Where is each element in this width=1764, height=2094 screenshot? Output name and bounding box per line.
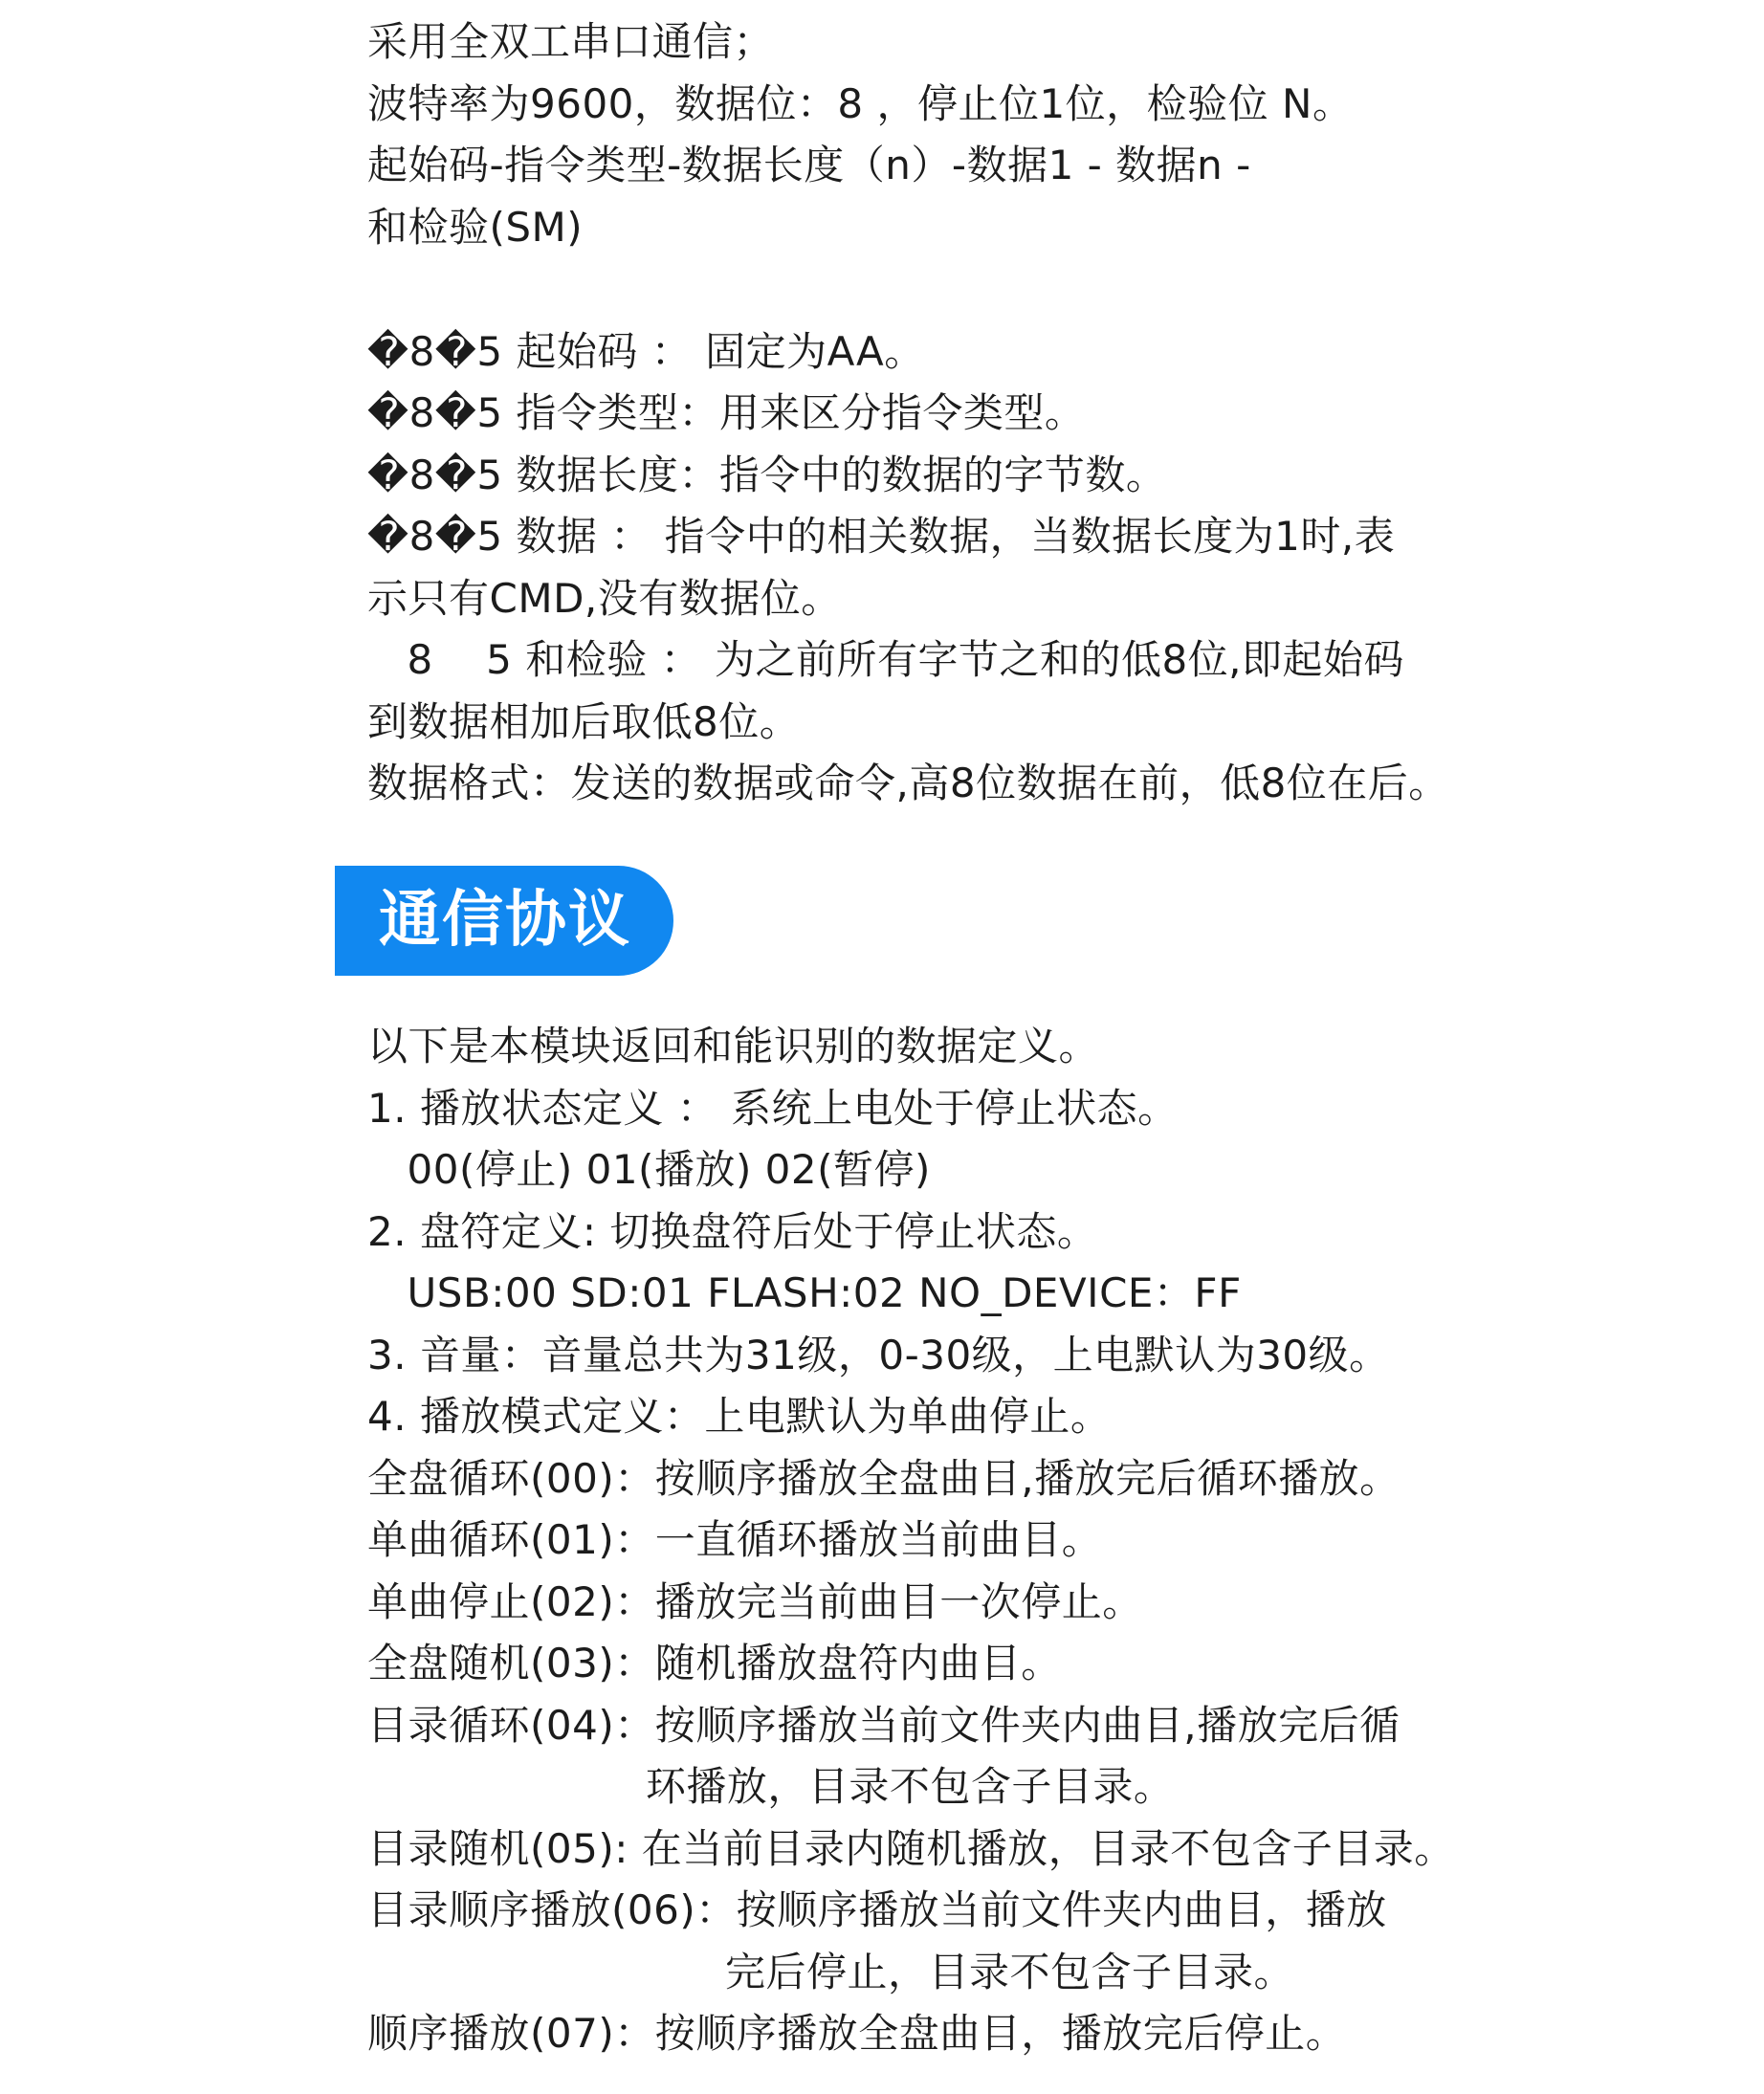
mode-00: 全盘循环(00)：按顺序播放全盘曲目,播放完后循环播放。 [367,1455,1400,1502]
mode-05: 目录随机(05): 在当前目录内随机播放，目录不包含子目录。 [367,1825,1455,1872]
mode-06: 目录顺序播放(06)：按顺序播放当前文件夹内曲目，播放 [367,1886,1387,1933]
field-data: �8�5 数据 ： 指令中的相关数据，当数据长度为1时,表 [367,513,1396,560]
intro-line-1: 采用全双工串口通信； [367,18,775,65]
field-data-format: 数据格式：发送的数据或命令,高8位数据在前，低8位在后。 [367,760,1449,806]
mode-07: 顺序播放(07)：按顺序播放全盘曲目，播放完后停止。 [367,2010,1347,2057]
section-banner [335,866,673,976]
intro-line-2: 波特率为9600，数据位：8 ，停止位1位，检验位 N。 [367,80,1354,127]
section-title: 通信协议 [379,885,631,956]
protocol-play-state: 1. 播放状态定义 ： 系统上电处于停止状态。 [367,1085,1179,1132]
field-data-length: �8�5 数据长度：指令中的数据的字节数。 [367,452,1167,498]
protocol-intro: 以下是本模块返回和能识别的数据定义。 [367,1023,1100,1069]
intro-line-4: 和检验(SM) [367,204,584,251]
field-data-cont: 示只有CMD,没有数据位。 [367,575,842,622]
protocol-volume: 3. 音量：音量总共为31级，0-30级，上电默认为30级。 [367,1332,1390,1378]
mode-04: 目录循环(04)：按顺序播放当前文件夹内曲目,播放完后循 [367,1702,1400,1749]
mode-06-cont: 完后停止，目录不包含子目录。 [367,1949,1294,1995]
mode-01: 单曲循环(01)：一直循环播放当前曲目。 [367,1516,1103,1563]
mode-04-cont: 环播放，目录不包含子目录。 [367,1763,1175,1810]
protocol-play-state-values: 00(停止) 01(播放) 02(暂停) [367,1146,931,1193]
field-checksum-cont: 到数据相加后取低8位。 [367,698,801,745]
mode-03: 全盘随机(03)：随机播放盘符内曲目。 [367,1640,1062,1686]
field-checksum: 8 5 和检验 ： 为之前所有字节之和的低8位,即起始码 [367,636,1405,683]
protocol-play-mode: 4. 播放模式定义：上电默认为单曲停止。 [367,1393,1112,1440]
field-command-type: �8�5 指令类型：用来区分指令类型。 [367,389,1086,436]
protocol-drive-values: USB:00 SD:01 FLASH:02 NO_DEVICE：FF [367,1269,1242,1316]
field-start-code: �8�5 起始码 ： 固定为AA。 [367,328,925,375]
protocol-drive: 2. 盘符定义: 切换盘符后处于停止状态。 [367,1208,1098,1255]
intro-line-3: 起始码-指令类型-数据长度（n）-数据1 - 数据n - [367,142,1251,188]
mode-02: 单曲停止(02)：播放完当前曲目一次停止。 [367,1578,1143,1625]
